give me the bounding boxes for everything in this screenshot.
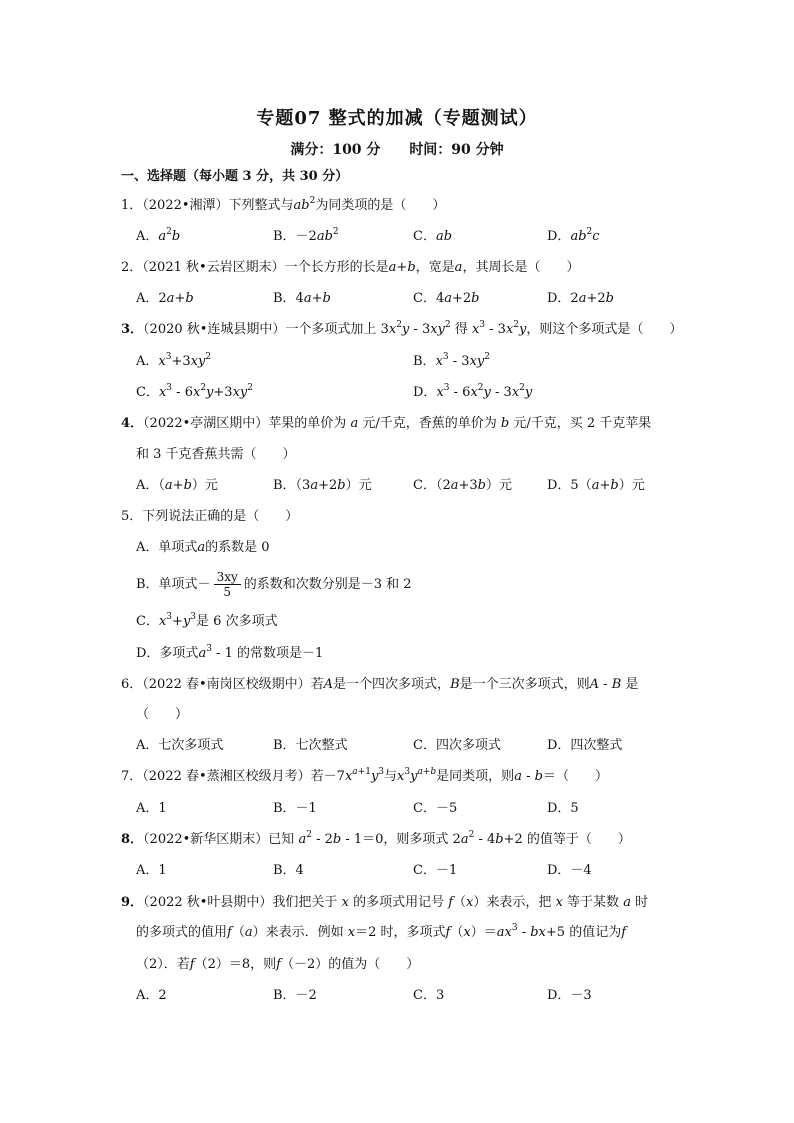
q3-option-b: B．$x^3 - 3xy^2$	[413, 352, 490, 369]
q5-option-a: A．单项式a的系数是 0	[136, 540, 270, 555]
question-9: 9．（2022 秋•叶县期中）我们把关于 x 的多项式用记号 f（x）来表示，把 x 等于某数 a 时	[121, 895, 649, 910]
question-6-line-2: （ ）	[136, 707, 189, 722]
question-4: 4．（2022•亭湖区期中）苹果的单价为 a 元/千克，香蕉的单价为 b 元/千克，买 2 千克苹果	[121, 416, 652, 431]
q4-option-b: B．（3a+2b）元	[273, 478, 372, 493]
question-7: 7．（2022 春•蒸湘区校级月考）若$-7x^{a+1}y^3$与$x^3y^{a+b}$是同类项，则a - b＝（ ）	[121, 767, 608, 784]
q5-option-d: D．多项式$a^3 - 1$ 的常数项是－1	[136, 644, 324, 661]
q6-option-b: B．七次整式	[273, 738, 348, 753]
q4-option-a: A．（a+b）元	[136, 478, 218, 493]
page-title: 专题07 整式的加减（专题测试）	[256, 108, 538, 129]
q3-option-c: C．$x^3 - 6x^2y+3xy^2$	[136, 383, 253, 400]
q3-option-a: A．$x^3+3xy^2$	[136, 352, 212, 369]
question-1: 1．（2022•湘潭）下列整式与$ab^2$为同类项的是（ ）	[121, 196, 446, 213]
q9-option-a: A．2	[136, 988, 167, 1003]
question-9-line-3: （2）．若f（2）＝8，则f（－2）的值为（ ）	[136, 957, 420, 972]
q2-option-c: C．4a+2b	[413, 291, 480, 306]
q1-option-d: D．$ab^2c$	[547, 227, 600, 244]
q5-option-c: C．$x^3+y^3$是 6 次多项式	[136, 612, 278, 629]
q2-option-b: B．4a+b	[273, 291, 331, 306]
score-label: 满分：100 分	[290, 142, 381, 158]
question-2: 2．（2021 秋•云岩区期末）一个长方形的长是a+b，宽是a，其周长是（ ）	[121, 260, 580, 275]
q1-option-b: B．$-2ab^2$	[273, 227, 339, 244]
q6-option-d: D．四次整式	[547, 738, 623, 753]
q8-option-c: C．－1	[413, 863, 458, 878]
q1-option-c: C．ab	[413, 229, 453, 244]
q9-option-b: B．－2	[273, 988, 317, 1003]
q2-option-a: A．2a+b	[136, 291, 194, 306]
q9-option-c: C．3	[413, 988, 445, 1003]
q6-option-c: C．四次多项式	[413, 738, 501, 753]
exam-info	[0, 139, 794, 159]
q8-option-a: A．1	[136, 863, 167, 878]
q1-option-a: A．$a^2b$	[136, 227, 181, 244]
q6-option-a: A．七次多项式	[136, 738, 224, 753]
question-8: 8．（2022•新华区期末）已知 $a^2 - 2b - 1=0$，则多项式 $2a^2 - 4b+2$ 的值等于（ ）	[121, 830, 631, 847]
q4-option-d: D．5（a+b）元	[547, 478, 645, 493]
q5-option-b: B．单项式－ $\frac{3xy}{5}$ 的系数和次数分别是－3 和 2	[136, 570, 412, 599]
question-3: 3．（2020 秋•连城县期中）一个多项式加上 $3x^2y - 3xy^2$ 得 $x^3 - 3x^2y$，则这个多项式是（ ）	[121, 320, 683, 337]
question-9-line-2: 的多项式的值用f（a）来表示．例如 x＝2 时，多项式$f(x)=ax^3 - bx+5$ 的值记为f	[136, 923, 627, 940]
q8-option-b: B．4	[273, 863, 304, 878]
q7-option-c: C．－5	[413, 801, 458, 816]
q2-option-d: D．2a+2b	[547, 291, 614, 306]
question-4-line-2: 和 3 千克香蕉共需（ ）	[136, 447, 296, 462]
question-6: 6．（2022 春•南岗区校级期中）若A是一个四次多项式，B是一个三次多项式，则A - B 是	[121, 677, 639, 692]
question-5: 5．下列说法正确的是（ ）	[121, 509, 299, 524]
q9-option-d: D．－3	[547, 988, 592, 1003]
q7-option-d: D．5	[547, 801, 579, 816]
q7-option-b: B．－1	[273, 801, 317, 816]
q3-option-d: D．$x^3 - 6x^2y - 3x^2y$	[413, 383, 533, 400]
fraction: $\frac{3xy}{5}$	[214, 570, 241, 599]
time-label: 时间：90 分钟	[409, 142, 504, 158]
q4-option-c: C．（2a+3b）元	[413, 478, 512, 493]
q7-option-a: A．1	[136, 801, 167, 816]
section-heading: 一、选择题（每小题 3 分，共 30 分）	[121, 169, 349, 184]
q8-option-d: D．－4	[547, 863, 592, 878]
